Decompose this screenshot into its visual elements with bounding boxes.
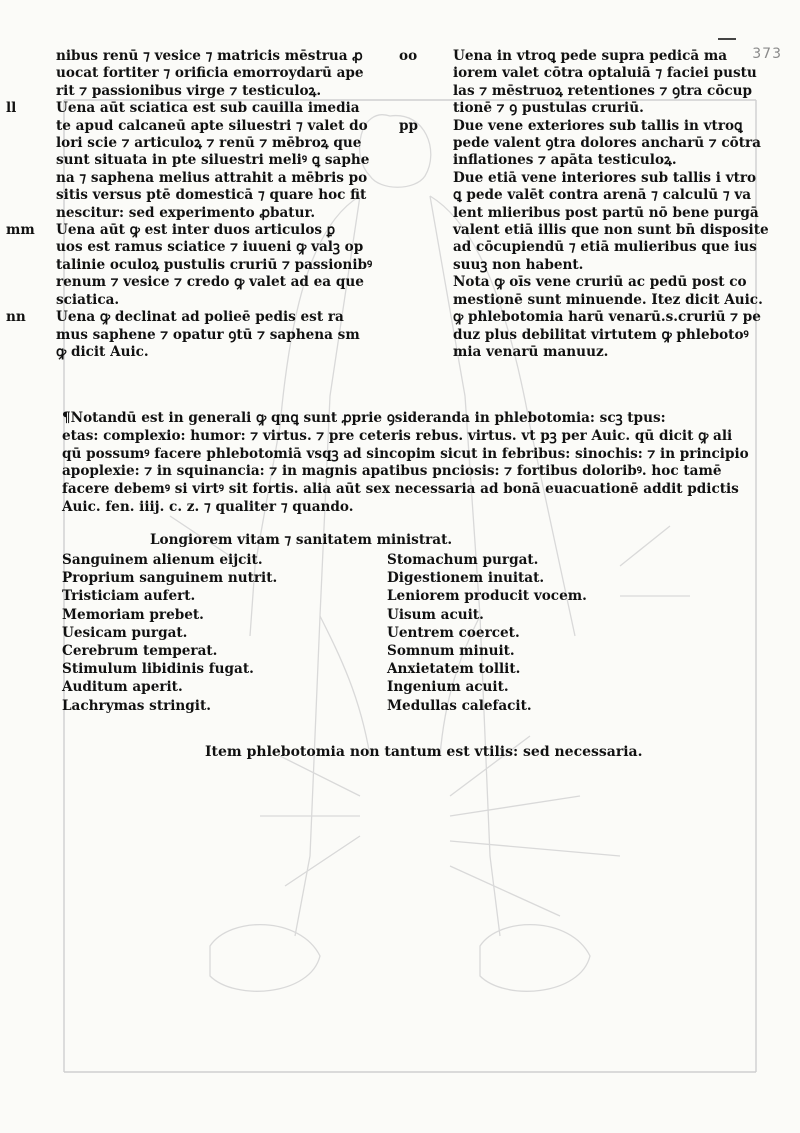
benefits-list-right [387, 551, 587, 715]
text-line: talinie oculoꝝ pustulis cruriū ⁊ passionibꝰ [56, 256, 373, 273]
text-line: valent etiā illis que non sunt bn̄ disposite [453, 222, 769, 239]
section-marker: pp [399, 117, 419, 134]
text-line: renum ⁊ vesice ⁊ credo ꝙ valet ad ea que [56, 274, 364, 291]
right-paragraph [407, 169, 769, 274]
list-item: Memoriam prebet. [62, 606, 204, 623]
text-line: mus saphene ⁊ opatur ꝯtū ⁊ saphena sm [56, 326, 360, 343]
benefits-list-left [62, 551, 277, 715]
text-line: mestionē sunt minuende. Itez dicit Auic. [453, 291, 763, 308]
list-item: Proprium sanguinem nutrit. [62, 570, 278, 587]
text-line: Uena ꝙ declinat ad polieē pedis est ra [56, 309, 344, 326]
list-item: Leniorem producit vocem. [387, 588, 587, 605]
text-line: na ⁊ saphena melius attrahit a mēbris po [56, 169, 368, 186]
list-item: Stomachum purgat. [387, 552, 539, 568]
left-paragraph [6, 222, 391, 309]
text-line: Uena aūt ꝙ est inter duos articulos ꝑ [56, 222, 336, 239]
text-line: apoplexie: ⁊ in squinancia: ⁊ in magnis apatibus pnciosis: ⁊ fortibus doloribꝰ. hoc tamē [62, 463, 722, 480]
list-item: Somnum minuit. [387, 643, 515, 660]
text-line: Due etiā vene interiores sub tallis i vtro [453, 169, 757, 186]
left-text-column [6, 48, 391, 361]
text-line: ꝗ pede valēt contra arenā ⁊ calculū ⁊ va [453, 187, 752, 204]
list-item: Cerebrum temperat. [62, 643, 218, 660]
text-line: ꝙ dicit Auic. [56, 343, 149, 360]
text-line: pede valent ꝯtra dolores ancharū ⁊ cōtra [453, 135, 761, 152]
text-line: las ⁊ mēstruoꝝ retentiones ⁊ ꝯtra cōcup [453, 82, 753, 99]
section-marker: mm [6, 222, 35, 239]
left-paragraph [56, 48, 391, 100]
text-line: tionē ⁊ ꝯ pustulas cruriū. [453, 100, 644, 117]
text-line: nescitur: sed experimento ꝓbatur. [56, 204, 316, 221]
list-item: Uesicam purgat. [62, 624, 188, 641]
list-item: Uisum acuit. [387, 606, 484, 623]
left-paragraph [6, 100, 391, 222]
text-line: ad cōcupiendū ⁊ etiā mulieribus que ius [453, 239, 757, 256]
text-line: Uena aūt sciatica est sub cauilla imedia [56, 100, 360, 117]
right-paragraph [399, 117, 761, 170]
right-text-column [399, 48, 769, 361]
list-item: Digestionem inuitat. [387, 570, 545, 587]
text-line: Auic. fen. iiij. c. z. ⁊ qualiter ⁊ quando. [62, 498, 354, 515]
text-line: lori scie ⁊ articuloꝝ ⁊ renū ⁊ mēbroꝝ que [56, 135, 362, 152]
section-marker: ll [6, 100, 17, 117]
text-line: ꝙ phlebotomia harū venarū.s.cruriū ⁊ pe [453, 309, 761, 326]
list-item: Ingenium acuit. [387, 679, 509, 696]
text-line: Due vene exteriores sub tallis in vtroꝗ [453, 117, 743, 134]
left-paragraph [6, 309, 391, 361]
section-marker: nn [6, 309, 26, 326]
edge-mark [718, 38, 736, 40]
closing-line: Item phlebotomia non tantum est vtilis: sed necessaria. [205, 744, 643, 760]
list-item: Sanguinem alienum eijcit. [62, 552, 263, 568]
list-item: Stimulum libidinis fugat. [62, 661, 254, 678]
text-line: ¶Notandū est in generali ꝙ qnꝗ sunt ꝓprie ꝯsideranda in phlebotomia: scꝫ tpus: [62, 410, 666, 426]
right-paragraph [407, 274, 763, 361]
text-line: lent mlieribus post partū nō bene purgā [453, 204, 759, 221]
text-line: uos est ramus sciatice ⁊ iuueni ꝙ valꝫ op [56, 239, 364, 256]
text-line: sitis versus ptē domesticā ⁊ quare hoc fit [56, 187, 367, 204]
text-line: sciatica. [56, 291, 120, 308]
folio-number: 373 [752, 46, 782, 62]
text-line: Nota ꝙ oīs vene cruriū ac pedū post co [453, 274, 747, 291]
text-line: mia venarū manuuz. [453, 343, 609, 360]
text-line: suuꝫ non habent. [453, 256, 584, 273]
text-line: qū possumꝰ facere phlebotomiā vsqꝫ ad sincopim sicut in febribus: sinochis: ⁊ in principio [62, 445, 749, 462]
right-paragraph [399, 48, 760, 118]
list-item: Uentrem coercet. [387, 624, 520, 641]
text-line: rit ⁊ passionibus virge ⁊ testiculoꝝ. [56, 82, 322, 99]
text-line: duz plus debilitat virtutem ꝙ phlebotoꝰ [453, 326, 749, 343]
text-line: nibus renū ⁊ vesice ⁊ matricis mēstrua ꝓ [56, 48, 363, 64]
list-item: Auditum aperit. [62, 679, 183, 696]
list-item: Tristiciam aufert. [62, 588, 196, 605]
list-intro: Longiorem vitam ⁊ sanitatem ministrat. [150, 532, 453, 548]
text-line: iorem valet cōtra optaluiā ⁊ faciei pustu [453, 65, 757, 82]
text-line: sunt situata in pte siluestri meliꝰ ꝗ saphe [56, 152, 370, 169]
list-item: Medullas calefacit. [387, 697, 532, 714]
section-marker: oo [399, 48, 418, 64]
text-line: facere debemꝰ si virtꝰ sit fortis. alia aūt sex necessaria ad bonā euacuationē addit pdictis [62, 481, 739, 498]
text-line: uocat fortiter ⁊ orificia emorroydarū ape [56, 65, 364, 82]
list-item: Anxietatem tollit. [387, 661, 521, 678]
text-line: Uena in vtroꝗ pede supra pedicā ma [453, 48, 728, 64]
text-line: etas: complexio: humor: ⁊ virtus. ⁊ pre ceteris rebus. virtus. vt pꝫ per Auic. qū dicit ꝙ ali [62, 427, 733, 444]
general-note-paragraph [62, 410, 762, 517]
list-item: Lachrymas stringit. [62, 697, 211, 714]
text-line: te apud calcaneū apte siluestri ⁊ valet do [56, 117, 368, 134]
text-line: inflationes ⁊ apāta testiculoꝝ. [453, 152, 677, 169]
